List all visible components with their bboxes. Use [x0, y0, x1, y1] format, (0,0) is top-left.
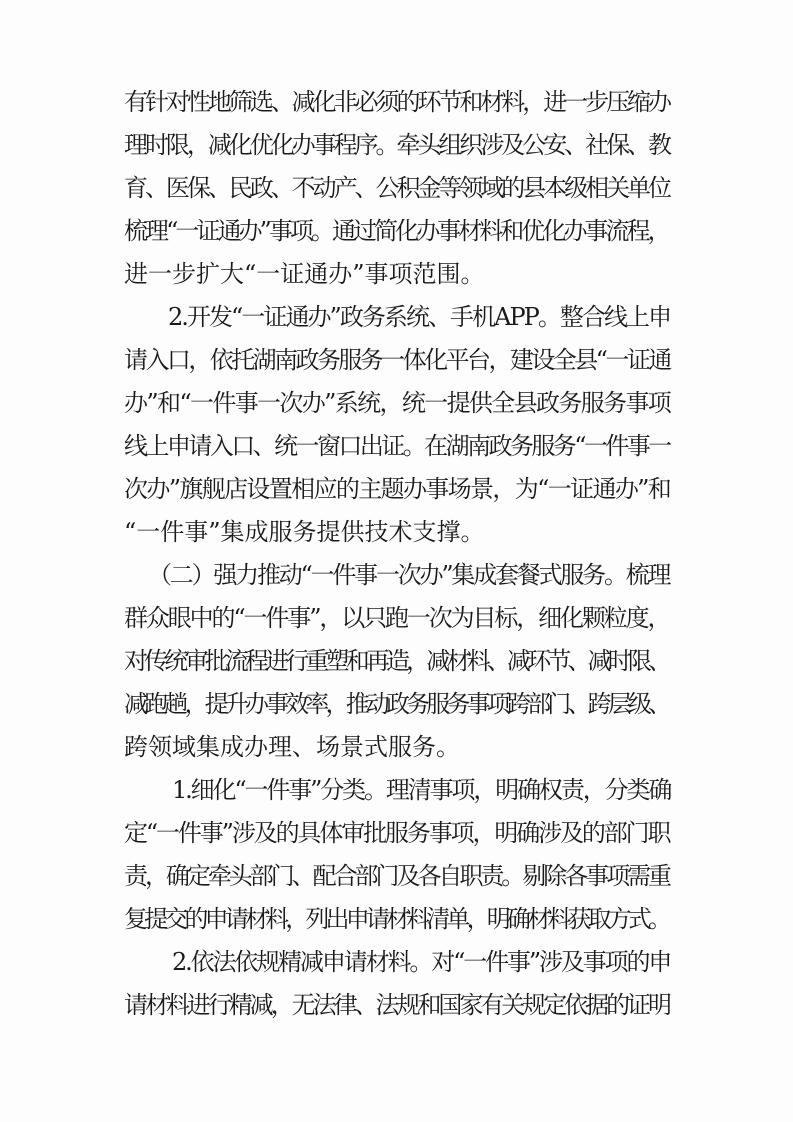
text-line: 请入口，依托湖南政务服务一体化平台，建设全县“一证通: [124, 346, 670, 374]
text-line: 2.依法依规精减申请材料。对“一件事”涉及事项的申: [172, 948, 671, 976]
text-line: 理时限，减化优化办事程序。牵头组织涉及公安、社保、教: [124, 131, 669, 159]
text-line: 减跑趟，提升办事效率，推动政务服务事项跨部门、跨层级、: [124, 690, 669, 718]
text-line: 育、医保、民政、不动产、公积金等领域的县本级相关单位: [124, 174, 669, 202]
text-line: 线上申请入口、统一窗口出证。在湖南政务服务“一件事一: [124, 432, 670, 460]
text-line: 进一步扩大“一证通办”事项范围。: [124, 260, 485, 288]
text-line: 次办”旗舰店设置相应的主题办事场景，为“一证通办”和: [124, 475, 671, 503]
text-line: 复提交的申请材料，列出申请材料清单，明确材料获取方式。: [124, 905, 669, 933]
text-line: （二）强力推动“一件事一次办”集成套餐式服务。梳理: [148, 561, 670, 589]
text-line: 对传统审批流程进行重塑和再造，减材料、减环节、减时限、: [124, 647, 669, 675]
text-line: 定“一件事”涉及的具体审批服务事项，明确涉及的部门职: [124, 819, 670, 847]
text-line: 请材料进行精减，无法律、法规和国家有关规定依据的证明: [124, 991, 669, 1019]
text-line: 责，确定牵头部门、配合部门及各自职责。剔除各事项需重: [124, 862, 669, 890]
text-line: 群众眼中的“一件事”，以只跑一次为目标，细化颗粒度，: [124, 604, 670, 632]
text-line: 1.细化“一件事”分类。理清事项，明确权责，分类确: [172, 776, 671, 804]
text-line: 有针对性地筛选、减化非必须的环节和材料，进一步压缩办: [124, 88, 669, 116]
text-line: 梳理“一证通办”事项。通过简化办事材料和优化办事流程，: [124, 217, 669, 245]
text-line: 2.开发“一证通办”政务系统、手机APP。整合线上申: [168, 303, 671, 331]
text-line: 办”和“一件事一次办”系统，统一提供全县政务服务事项: [124, 389, 671, 417]
text-line: 跨领域集成办理、场景式服务。: [124, 733, 460, 761]
text-line: “一件事”集成服务提供技术支撑。: [124, 518, 485, 546]
